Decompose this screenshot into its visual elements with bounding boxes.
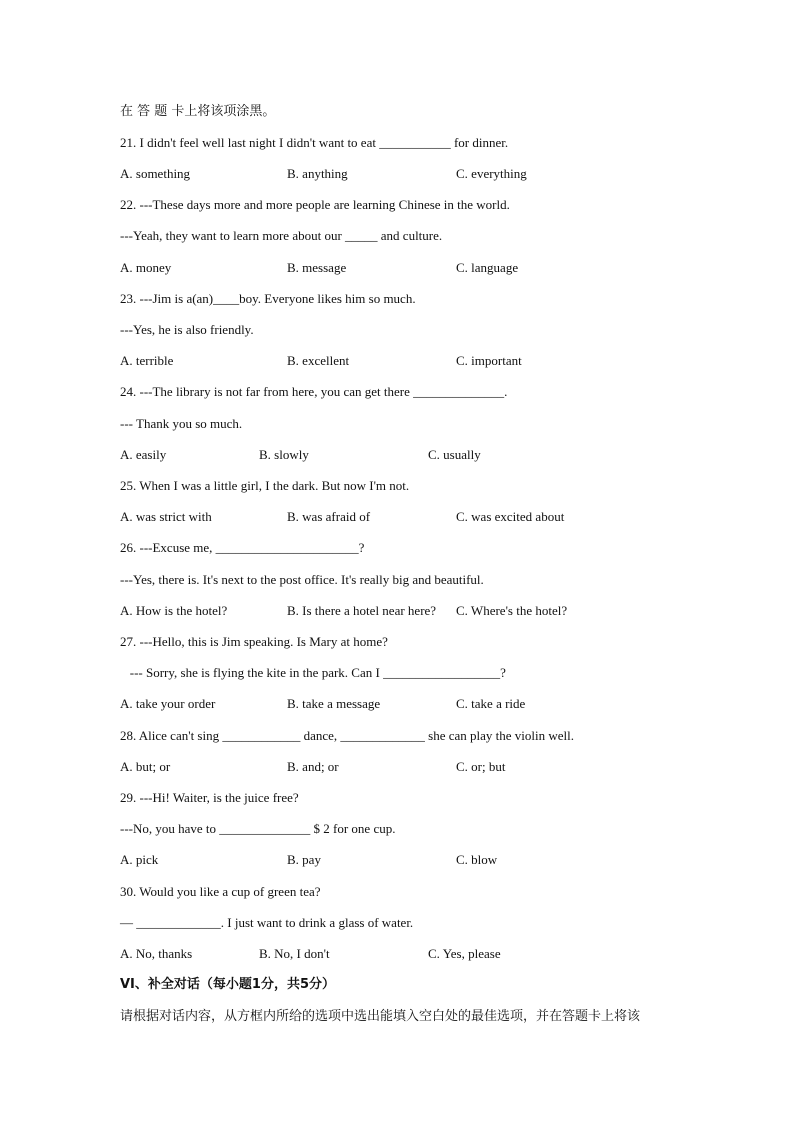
q21-option-c: C. everything (456, 166, 527, 181)
section-title: VI、补全对话（每小题1分，共5分） (120, 977, 335, 992)
q29-option-c: C. blow (456, 852, 498, 867)
question-26-reply: ---Yes, there is. It's next to the post office. It's really big and beautiful. (120, 572, 484, 587)
question-24-reply: --- Thank you so much. (120, 416, 243, 431)
q21-option-b: B. anything (287, 166, 348, 181)
question-27-reply: --- Sorry, she is flying the kite in the park. Can I __________________? (120, 665, 506, 680)
q26-option-b: B. Is there a hotel near here? (287, 603, 437, 618)
q30-option-a: A. No, thanks (120, 946, 193, 961)
q25-option-a: A. was strict with (120, 509, 212, 524)
q27-option-a: A. take your order (120, 696, 216, 711)
question-24: 24. ---The library is not far from here, you can get there ______________. (120, 384, 508, 399)
question-23: 23. ---Jim is a(an)____boy. Everyone likes him so much. (120, 291, 416, 306)
q25-option-b: B. was afraid of (287, 509, 371, 524)
q28-option-a: A. but; or (120, 759, 171, 774)
question-23-reply: ---Yes, he is also friendly. (120, 322, 254, 337)
q27-option-b: B. take a message (287, 696, 381, 711)
q28-option-b: B. and; or (287, 759, 339, 774)
q24-option-c: C. usually (428, 447, 481, 462)
section-instruction: 请根据对话内容，从方框内所给的选项中选出能填入空白处的最佳选项，并在答题卡上将该 (120, 1009, 641, 1024)
question-28: 28. Alice can't sing ____________ dance, _____________ she can play the violin well. (120, 728, 575, 743)
question-30-reply: — _____________. I just want to drink a glass of water. (120, 915, 414, 930)
q25-option-c: C. was excited about (456, 509, 565, 524)
question-22: 22. ---These days more and more people are learning Chinese in the world. (120, 197, 510, 212)
q23-option-b: B. excellent (287, 353, 350, 368)
question-29-reply: ---No, you have to ______________ $ 2 for one cup. (120, 821, 396, 836)
q26-option-c: C. Where's the hotel? (456, 603, 568, 618)
intro-text: 在 答 题 卡上将该项涂黑。 (120, 104, 276, 119)
q29-option-b: B. pay (287, 852, 321, 867)
question-30: 30. Would you like a cup of green tea? (120, 884, 321, 899)
q23-option-a: A. terrible (120, 353, 174, 368)
q21-option-a: A. something (120, 166, 191, 181)
question-25: 25. When I was a little girl, I the dark. But now I'm not. (120, 478, 410, 493)
question-21: 21. I didn't feel well last night I didn't want to eat ___________ for dinner. (120, 135, 509, 150)
q30-option-b: B. No, I don't (259, 946, 330, 961)
q23-option-c: C. important (456, 353, 522, 368)
question-27: 27. ---Hello, this is Jim speaking. Is Mary at home? (120, 634, 388, 649)
question-29: 29. ---Hi! Waiter, is the juice free? (120, 790, 299, 805)
q24-option-b: B. slowly (259, 447, 309, 462)
q28-option-c: C. or; but (456, 759, 506, 774)
q22-option-a: A. money (120, 260, 172, 275)
q22-option-b: B. message (287, 260, 347, 275)
q24-option-a: A. easily (120, 447, 167, 462)
q27-option-c: C. take a ride (456, 696, 526, 711)
q22-option-c: C. language (456, 260, 519, 275)
q29-option-a: A. pick (120, 852, 159, 867)
q30-option-c: C. Yes, please (428, 946, 501, 961)
question-26: 26. ---Excuse me, ______________________? (120, 540, 365, 555)
question-22-reply: ---Yeah, they want to learn more about our _____ and culture. (120, 228, 443, 243)
q26-option-a: A. How is the hotel? (120, 603, 228, 618)
